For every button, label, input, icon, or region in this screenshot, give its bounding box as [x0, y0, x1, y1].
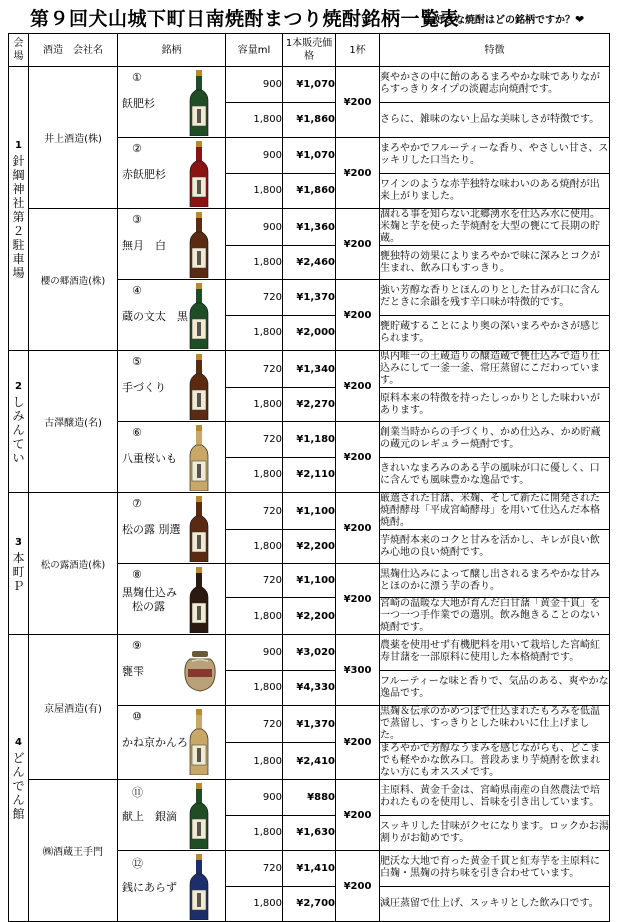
brewer-name: 京屋酒造(有) — [29, 635, 118, 780]
brand-number: ⑩ — [132, 710, 142, 723]
venue-number: 2 — [15, 380, 22, 392]
subtitle-text: お好きな焼酎はどの銘柄ですか？ — [425, 15, 575, 26]
header-row — [9, 34, 610, 67]
volume-cell: 1,800 — [226, 815, 283, 851]
bottle-price: ¥1,370 — [283, 706, 336, 743]
feature-description: 黒麹＆伝承のかめつぼで仕込まれたもろみを低温で蒸留し、すっきりとした味わいに仕上げました。 — [380, 706, 610, 743]
brand-cell — [118, 564, 226, 635]
feature-description: 甕貯蔵することにより奥の深いまろやかさが感じられます。 — [380, 315, 610, 351]
bottle-price: ¥3,020 — [283, 635, 336, 671]
feature-description: まろやかでフルーティーな香り、やさしい甘さ、スッキリした口当たり。 — [380, 138, 610, 174]
brand-name: 飫肥杉 — [122, 97, 155, 110]
bottle-price: ¥1,860 — [283, 173, 336, 209]
volume-cell: 900 — [226, 67, 283, 103]
venue-name: 本町Ｐ — [12, 550, 25, 593]
bottle-price: ¥2,460 — [283, 246, 336, 280]
volume-cell: 1,800 — [226, 457, 283, 493]
glass-price: ¥200 — [336, 351, 380, 422]
venue-name: しみんてい — [12, 394, 25, 465]
volume-cell: 1,800 — [226, 173, 283, 209]
brand-cell — [118, 138, 226, 209]
venue-cell — [9, 493, 29, 635]
volume-cell: 900 — [226, 209, 283, 246]
bottle-price: ¥1,340 — [283, 351, 336, 388]
feature-description: 減圧蒸留で仕上げ、スッキリとした飲み口です。 — [380, 886, 610, 922]
brewer-name: 井上酒造(株) — [29, 67, 118, 209]
volume-cell: 720 — [226, 493, 283, 530]
brand-number: ⑦ — [132, 497, 142, 510]
feature-description: 黒麹仕込みによって醸し出されるまろやかな甘みとほのかに漂う芋の香り。 — [380, 564, 610, 598]
green-bottle-icon — [188, 70, 210, 138]
brand-name: 蔵の文太 黒 — [122, 310, 188, 323]
volume-cell: 1,800 — [226, 315, 283, 351]
brand-cell — [118, 851, 226, 922]
brand-name: 手づくり — [122, 381, 166, 394]
brand-number: ⑨ — [132, 639, 142, 652]
brand-name: 赤飫肥杉 — [122, 168, 166, 181]
venue-cell — [9, 67, 29, 351]
volume-cell: 1,800 — [226, 670, 283, 706]
volume-cell: 1,800 — [226, 102, 283, 138]
volume-cell: 900 — [226, 635, 283, 671]
bottle-price: ¥4,330 — [283, 670, 336, 706]
red-bottle-icon — [188, 141, 210, 209]
bottle-price: ¥2,110 — [283, 457, 336, 493]
bottle-price: ¥2,000 — [283, 315, 336, 351]
bottle-price: ¥2,270 — [283, 388, 336, 422]
bottle-price: ¥1,070 — [283, 138, 336, 174]
bottle-price: ¥2,410 — [283, 743, 336, 780]
volume-cell: 720 — [226, 351, 283, 388]
glass-price: ¥200 — [336, 138, 380, 209]
bottle-price: ¥1,100 — [283, 564, 336, 598]
feature-description: さらに、雑味のない上品な美味しさが特徴です。 — [380, 102, 610, 138]
brand-cell — [118, 351, 226, 422]
glass-price: ¥200 — [336, 780, 380, 851]
venue-name: どんでん館 — [12, 751, 25, 821]
brand-name: 無月 白 — [122, 239, 166, 252]
brand-number: ⑤ — [132, 355, 142, 368]
brand-name: かね京かんろ — [122, 736, 188, 749]
feature-description: 主原料、黄金千金は、宮崎県南産の自然農法で培われたものを使用し、旨味を引き出しています。 — [380, 780, 610, 816]
glass-price: ¥200 — [336, 564, 380, 635]
brewer-name: 櫻の郷酒造(株) — [29, 209, 118, 351]
brewer-name: 松の露酒造(株) — [29, 493, 118, 635]
feature-description: 県内唯一の土蔵造りの醸造蔵で甕仕込みで造り仕込みにして一釜一釜、常圧蒸留にこだわっています。 — [380, 351, 610, 388]
brand-name: 黒麹仕込み 松の露 — [122, 586, 177, 613]
volume-cell: 900 — [226, 138, 283, 174]
table-row — [9, 780, 610, 816]
bottle-price: ¥1,070 — [283, 67, 336, 103]
brand-name: 献上 銀滴 — [122, 810, 177, 823]
feature-description: 強い芳醇な香りとほんのりとした甘みが口に含んだときに余韻を残す辛口味が特徴的です。 — [380, 280, 610, 316]
feature-description: 爽やかさの中に飴のあるまろやかな味でありながらすっきりタイプの淡麗志向焼酎です。 — [380, 67, 610, 103]
brown-bottle-icon — [188, 496, 210, 564]
venue-cell — [9, 635, 29, 922]
brand-name: 八重桜いも — [122, 452, 177, 465]
volume-cell: 1,800 — [226, 886, 283, 922]
glass-price: ¥200 — [336, 209, 380, 280]
brand-name: 甕雫 — [122, 665, 144, 678]
bottle-price: ¥1,100 — [283, 493, 336, 530]
brand-cell — [118, 635, 226, 706]
bottle-price: ¥1,630 — [283, 815, 336, 851]
brand-number: ④ — [132, 284, 142, 297]
brand-number: ⑪ — [132, 786, 143, 799]
glass-price: ¥200 — [336, 67, 380, 138]
feature-description: 涸れる事を知らない北郷湧水を仕込み水に使用。米麹と芋を使った芋焼酎を大型の甕にて長期の貯蔵。 — [380, 209, 610, 246]
brown-bottle-icon — [188, 212, 210, 280]
volume-cell: 720 — [226, 280, 283, 316]
bottle-price: ¥1,360 — [283, 209, 336, 246]
table-row — [9, 67, 610, 103]
venue-header: 会場 — [9, 34, 29, 67]
feature-description: ワインのような赤芋独特な味わいのある焼酎が出来上がりました。 — [380, 173, 610, 209]
table-row — [9, 635, 610, 671]
feature-description: フルーティーな味と香りで、気品のある、爽やかな逸品です。 — [380, 670, 610, 706]
feature-description: 厳選された甘藷、米麹、そして新たに開発された焼酎酵母「平成宮崎酵母」を用いて仕込んだ本格焼酎。 — [380, 493, 610, 530]
table-row — [9, 351, 610, 388]
volume-cell: 1,800 — [226, 530, 283, 564]
venue-number: 1 — [15, 139, 22, 151]
volume-header: 容量ml — [226, 34, 283, 67]
brand-number: ⑧ — [132, 568, 142, 581]
venue-number: 4 — [15, 737, 22, 748]
brewer-name: 古澤醸造(名) — [29, 351, 118, 493]
brand-cell — [118, 280, 226, 351]
brand-header: 銘柄 — [118, 34, 226, 67]
volume-cell: 1,800 — [226, 246, 283, 280]
green-bottle-icon — [188, 283, 210, 351]
volume-cell: 720 — [226, 706, 283, 743]
glass-price: ¥200 — [336, 706, 380, 780]
feature-description: まろやかで芳醇なうまみを感じながらも、どこまでも軽やかな飲み口。普段あまり芋焼酎を飲まれない方にもオススメです。 — [380, 743, 610, 780]
volume-cell: 1,800 — [226, 743, 283, 780]
brewer-header: 酒造 会社名 — [29, 34, 118, 67]
bottle-price: ¥1,860 — [283, 102, 336, 138]
bottle-price: ¥1,410 — [283, 851, 336, 887]
volume-cell: 720 — [226, 422, 283, 458]
glass-price: ¥200 — [336, 280, 380, 351]
brand-name: 松の露 別選 — [122, 523, 181, 536]
bottle-price: ¥2,200 — [283, 530, 336, 564]
brand-cell — [118, 67, 226, 138]
venue-cell — [9, 351, 29, 493]
feature-description: 原料本来の特徴を持ったしっかりとした味わいがあります。 — [380, 388, 610, 422]
heart-icon: ❤ — [575, 13, 585, 26]
price-header: 1本販売価格 — [283, 34, 336, 67]
page-subtitle — [425, 11, 584, 26]
volume-cell: 900 — [226, 780, 283, 816]
features-header: 特徴 — [380, 34, 610, 67]
brand-number: ② — [132, 142, 142, 155]
feature-description: スッキリした甘味がクセになります。ロックかお湯割りがお勧めです。 — [380, 815, 610, 851]
brand-cell — [118, 422, 226, 493]
glass-price: ¥200 — [336, 493, 380, 564]
volume-cell: 1,800 — [226, 388, 283, 422]
glass-header: 1杯 — [336, 34, 380, 67]
bottle-price: ¥2,700 — [283, 886, 336, 922]
brewer-name: ㈱酒蔵王手門 — [29, 780, 118, 922]
feature-description: 農薬を使用せず有機肥料を用いて栽培した宮崎紅寿甘藷を一部原料に使用した本格焼酎です。 — [380, 635, 610, 671]
green-bottle-icon — [188, 783, 210, 851]
brand-number: ③ — [132, 213, 142, 226]
venue-number: 3 — [15, 536, 22, 548]
brand-number: ⑥ — [132, 426, 142, 439]
bottle-price: ¥2,200 — [283, 598, 336, 635]
feature-description: 甕独特の効果によりまろやかで味に深みとコクが生まれ、飲み口もすっきり。 — [380, 246, 610, 280]
feature-description: 宮崎の温暖な大地が育んだ白甘藷「黄金千貫」を一つ一つ手作業での選別。飲み飽きることのない焼酎です。 — [380, 598, 610, 635]
blue-bottle-icon — [188, 854, 210, 922]
bottle-price: ¥1,180 — [283, 422, 336, 458]
page-title: 第９回犬山城下町日南焼酎まつり焼酎銘柄一覧表 — [30, 8, 460, 30]
brand-number: ① — [132, 71, 142, 84]
venue-name: 針綱神社第２駐車場 — [12, 153, 25, 280]
brand-cell — [118, 493, 226, 564]
glass-price: ¥200 — [336, 422, 380, 493]
table-row — [9, 493, 610, 530]
brand-cell — [118, 706, 226, 780]
brand-cell — [118, 780, 226, 851]
dark-bottle-icon — [188, 567, 210, 635]
feature-description: 芋焼酎本来のコクと甘みを活かし、キレが良い飲み心地の良い焼酎です。 — [380, 530, 610, 564]
brand-name: 銭にあらず — [122, 881, 177, 894]
brand-cell — [118, 209, 226, 280]
feature-description: 創業当時からの手づくり、かめ仕込み、かめ貯蔵の蔵元のレギュラー焼酎です。 — [380, 422, 610, 458]
shochu-table — [8, 33, 610, 922]
feature-description: きれいなまろみのある芋の風味が口に優しく、口に含んでも風味豊かな逸品です。 — [380, 457, 610, 493]
table-row — [9, 209, 610, 246]
clear-bottle-icon — [188, 425, 210, 493]
volume-cell: 1,800 — [226, 598, 283, 635]
volume-cell: 720 — [226, 851, 283, 887]
brown-bottle-icon — [188, 354, 210, 422]
feature-description: 肥沃な大地で育った黄金千貫と紅寿芋を主原料に白麹・黒麹の持ち味を引き合わせています。 — [380, 851, 610, 887]
page-header — [0, 0, 620, 30]
jar-icon — [182, 649, 218, 696]
bottle-price: ¥880 — [283, 780, 336, 816]
bottle-price: ¥1,370 — [283, 280, 336, 316]
glass-price: ¥200 — [336, 851, 380, 922]
clear-bottle-icon — [188, 709, 210, 778]
brand-number: ⑫ — [132, 857, 143, 870]
glass-price: ¥300 — [336, 635, 380, 706]
volume-cell: 720 — [226, 564, 283, 598]
